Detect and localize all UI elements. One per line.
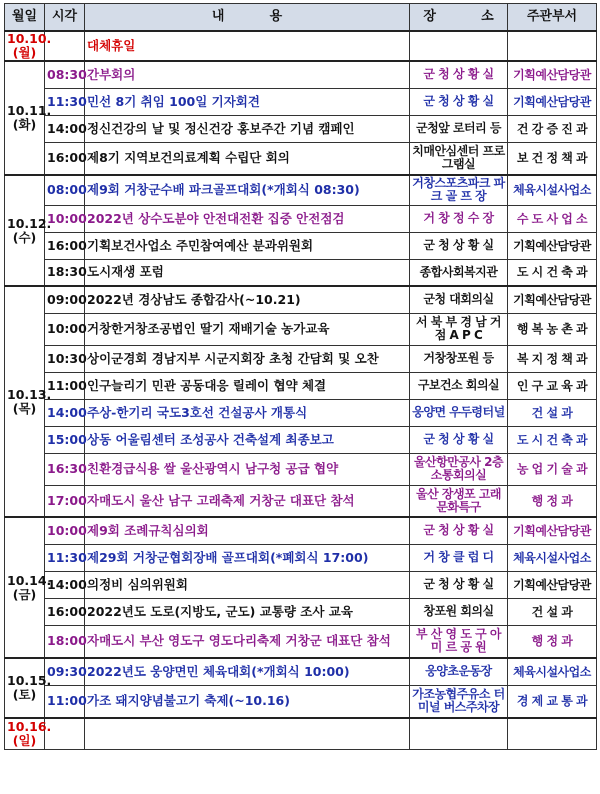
schedule-row	[5, 598, 597, 625]
schedule-body	[5, 31, 597, 749]
dept-cell	[508, 31, 597, 61]
place-cell: 군 청 상 황 실	[410, 232, 508, 259]
dept-cell: 보 건 정 책 과	[508, 142, 597, 175]
schedule-row	[5, 399, 597, 426]
day-cell: 10.12. (수)	[5, 175, 45, 286]
time-cell: 08:30	[45, 61, 85, 88]
content-cell: 가조 돼지양념불고기 축제(~10.16)	[85, 685, 410, 718]
schedule-row	[5, 61, 597, 88]
time-cell: 11:30	[45, 88, 85, 115]
header-dept: 주관부서	[508, 4, 597, 32]
place-cell: 울산 장생포 고래문화특구	[410, 485, 508, 517]
time-cell: 16:00	[45, 142, 85, 175]
schedule-table	[4, 3, 597, 750]
schedule-row	[5, 426, 597, 453]
dept-cell: 건 설 과	[508, 598, 597, 625]
content-cell: 친환경급식용 쌀 울산광역시 남구청 공급 협약	[85, 453, 410, 485]
time-cell: 18:00	[45, 625, 85, 658]
dept-cell: 기획예산담당관	[508, 88, 597, 115]
content-cell: 자매도시 울산 남구 고래축제 거창군 대표단 참석	[85, 485, 410, 517]
dept-cell: 체육시설사업소	[508, 175, 597, 205]
time-cell: 08:00	[45, 175, 85, 205]
time-cell: 17:00	[45, 485, 85, 517]
time-cell: 14:00	[45, 571, 85, 598]
content-cell: 2022년도 도로(지방도, 군도) 교통량 조사 교육	[85, 598, 410, 625]
schedule-row	[5, 259, 597, 286]
header-day: 월일	[5, 4, 45, 32]
day-cell: 10.11. (화)	[5, 61, 45, 175]
dept-cell: 인 구 교 육 과	[508, 372, 597, 399]
dept-cell: 행 정 과	[508, 485, 597, 517]
time-cell: 14:00	[45, 115, 85, 142]
time-cell: 14:00	[45, 399, 85, 426]
dept-cell: 행 복 농 촌 과	[508, 313, 597, 345]
time-cell: 11:00	[45, 372, 85, 399]
dept-cell: 수 도 사 업 소	[508, 205, 597, 232]
content-cell: 2022년 경상남도 종합감사(~10.21)	[85, 286, 410, 313]
dept-cell: 행 정 과	[508, 625, 597, 658]
place-cell: 군 청 상 황 실	[410, 426, 508, 453]
place-cell: 구보건소 회의실	[410, 372, 508, 399]
header-row	[5, 4, 597, 32]
day-cell: 10.15. (토)	[5, 658, 45, 718]
place-cell: 거 창 정 수 장	[410, 205, 508, 232]
dept-cell: 경 제 교 통 과	[508, 685, 597, 718]
content-cell: 제8기 지역보건의료계획 수립단 회의	[85, 142, 410, 175]
place-cell: 종합사회복지관	[410, 259, 508, 286]
place-cell: 군청 대회의실	[410, 286, 508, 313]
content-cell: 제29회 거창군협회장배 골프대회(*폐회식 17:00)	[85, 544, 410, 571]
dept-cell: 건 강 증 진 과	[508, 115, 597, 142]
content-cell: 제9회 거창군수배 파크골프대회(*개회식 08:30)	[85, 175, 410, 205]
schedule-row	[5, 313, 597, 345]
schedule-row	[5, 115, 597, 142]
time-cell: 10:00	[45, 313, 85, 345]
schedule-document	[4, 3, 596, 791]
dept-cell: 복 지 정 책 과	[508, 345, 597, 372]
schedule-row	[5, 544, 597, 571]
place-cell: 군 청 상 황 실	[410, 517, 508, 544]
header-time: 시각	[45, 4, 85, 32]
day-cell: 10.14. (금)	[5, 517, 45, 658]
place-cell: 웅양초운동장	[410, 658, 508, 685]
place-cell: 군 청 상 황 실	[410, 571, 508, 598]
time-cell: 10:00	[45, 205, 85, 232]
place-cell: 군 청 상 황 실	[410, 61, 508, 88]
dept-cell: 기획예산담당관	[508, 286, 597, 313]
content-cell: 거창한거창조공법인 딸기 재배기술 농가교육	[85, 313, 410, 345]
time-cell: 11:00	[45, 685, 85, 718]
dept-cell	[508, 718, 597, 749]
dept-cell: 도 시 건 축 과	[508, 259, 597, 286]
content-cell: 의정비 심의위원회	[85, 571, 410, 598]
dept-cell: 기획예산담당관	[508, 232, 597, 259]
content-cell: 자매도시 부산 영도구 영도다리축제 거창군 대표단 참석	[85, 625, 410, 658]
time-cell: 16:30	[45, 453, 85, 485]
dept-cell: 체육시설사업소	[508, 658, 597, 685]
time-cell: 15:00	[45, 426, 85, 453]
schedule-row	[5, 345, 597, 372]
dept-cell: 도 시 건 축 과	[508, 426, 597, 453]
content-cell: 상이군경회 경남지부 시군지회장 초청 간담회 및 오찬	[85, 345, 410, 372]
place-cell: 군 청 상 황 실	[410, 88, 508, 115]
time-cell: 16:00	[45, 598, 85, 625]
dept-cell: 체육시설사업소	[508, 544, 597, 571]
place-cell: 거창창포원 등	[410, 345, 508, 372]
schedule-row	[5, 232, 597, 259]
content-cell: 기획보건사업소 주민참여예산 분과위원회	[85, 232, 410, 259]
dept-cell: 기획예산담당관	[508, 517, 597, 544]
schedule-row	[5, 625, 597, 658]
time-cell: 09:00	[45, 286, 85, 313]
content-cell: 2022년도 웅양면민 체육대회(*개회식 10:00)	[85, 658, 410, 685]
time-cell: 11:30	[45, 544, 85, 571]
schedule-row	[5, 485, 597, 517]
place-cell: 부 산 영 도 구 아 미 르 공 원	[410, 625, 508, 658]
schedule-row	[5, 517, 597, 544]
schedule-row	[5, 372, 597, 399]
schedule-row	[5, 31, 597, 61]
header-place: 장 소	[410, 4, 508, 32]
time-cell: 16:00	[45, 232, 85, 259]
place-cell: 가조농협주유소 터미널 버스주차장	[410, 685, 508, 718]
content-cell	[85, 718, 410, 749]
dept-cell: 건 설 과	[508, 399, 597, 426]
content-cell: 도시재생 포럼	[85, 259, 410, 286]
schedule-row	[5, 571, 597, 598]
schedule-row	[5, 88, 597, 115]
content-cell: 2022년 상수도분야 안전대전환 집중 안전점검	[85, 205, 410, 232]
schedule-row	[5, 658, 597, 685]
schedule-row	[5, 175, 597, 205]
place-cell	[410, 718, 508, 749]
place-cell: 군청앞 로터리 등	[410, 115, 508, 142]
day-cell: 10.13. (목)	[5, 286, 45, 517]
dept-cell: 농 업 기 술 과	[508, 453, 597, 485]
time-cell: 10:00	[45, 517, 85, 544]
dept-cell: 기획예산담당관	[508, 61, 597, 88]
header-content: 내 용	[85, 4, 410, 32]
place-cell: 서 북 부 경 남 거 점 A P C	[410, 313, 508, 345]
schedule-row	[5, 685, 597, 718]
content-cell: 상동 어울림센터 조성공사 건축설계 최종보고	[85, 426, 410, 453]
place-cell: 창포원 회의실	[410, 598, 508, 625]
place-cell: 거창스포츠파크 파 크 골 프 장	[410, 175, 508, 205]
place-cell: 거 창 클 럽 디	[410, 544, 508, 571]
schedule-row	[5, 286, 597, 313]
place-cell: 치매안심센터 프로그램실	[410, 142, 508, 175]
content-cell: 제9회 조례규칙심의회	[85, 517, 410, 544]
place-cell: 웅양면 우두령터널	[410, 399, 508, 426]
day-cell: 10.10. (월)	[5, 31, 45, 61]
place-cell: 울산항만공사 2층 소통회의실	[410, 453, 508, 485]
content-cell: 민선 8기 취임 100일 기자회견	[85, 88, 410, 115]
time-cell: 10:30	[45, 345, 85, 372]
content-cell: 정신건강의 날 및 정신건강 홍보주간 기념 캠페인	[85, 115, 410, 142]
schedule-row	[5, 142, 597, 175]
time-cell: 18:30	[45, 259, 85, 286]
time-cell: 09:30	[45, 658, 85, 685]
place-cell	[410, 31, 508, 61]
content-cell: 주상-한기리 국도3호선 건설공사 개통식	[85, 399, 410, 426]
content-cell: 인구늘리기 민관 공동대응 릴레이 협약 체결	[85, 372, 410, 399]
content-cell: 간부회의	[85, 61, 410, 88]
content-cell: 대체휴일	[85, 31, 410, 61]
schedule-row	[5, 205, 597, 232]
schedule-row	[5, 453, 597, 485]
day-cell: 10.16. (일)	[5, 718, 45, 749]
dept-cell: 기획예산담당관	[508, 571, 597, 598]
schedule-row	[5, 718, 597, 749]
